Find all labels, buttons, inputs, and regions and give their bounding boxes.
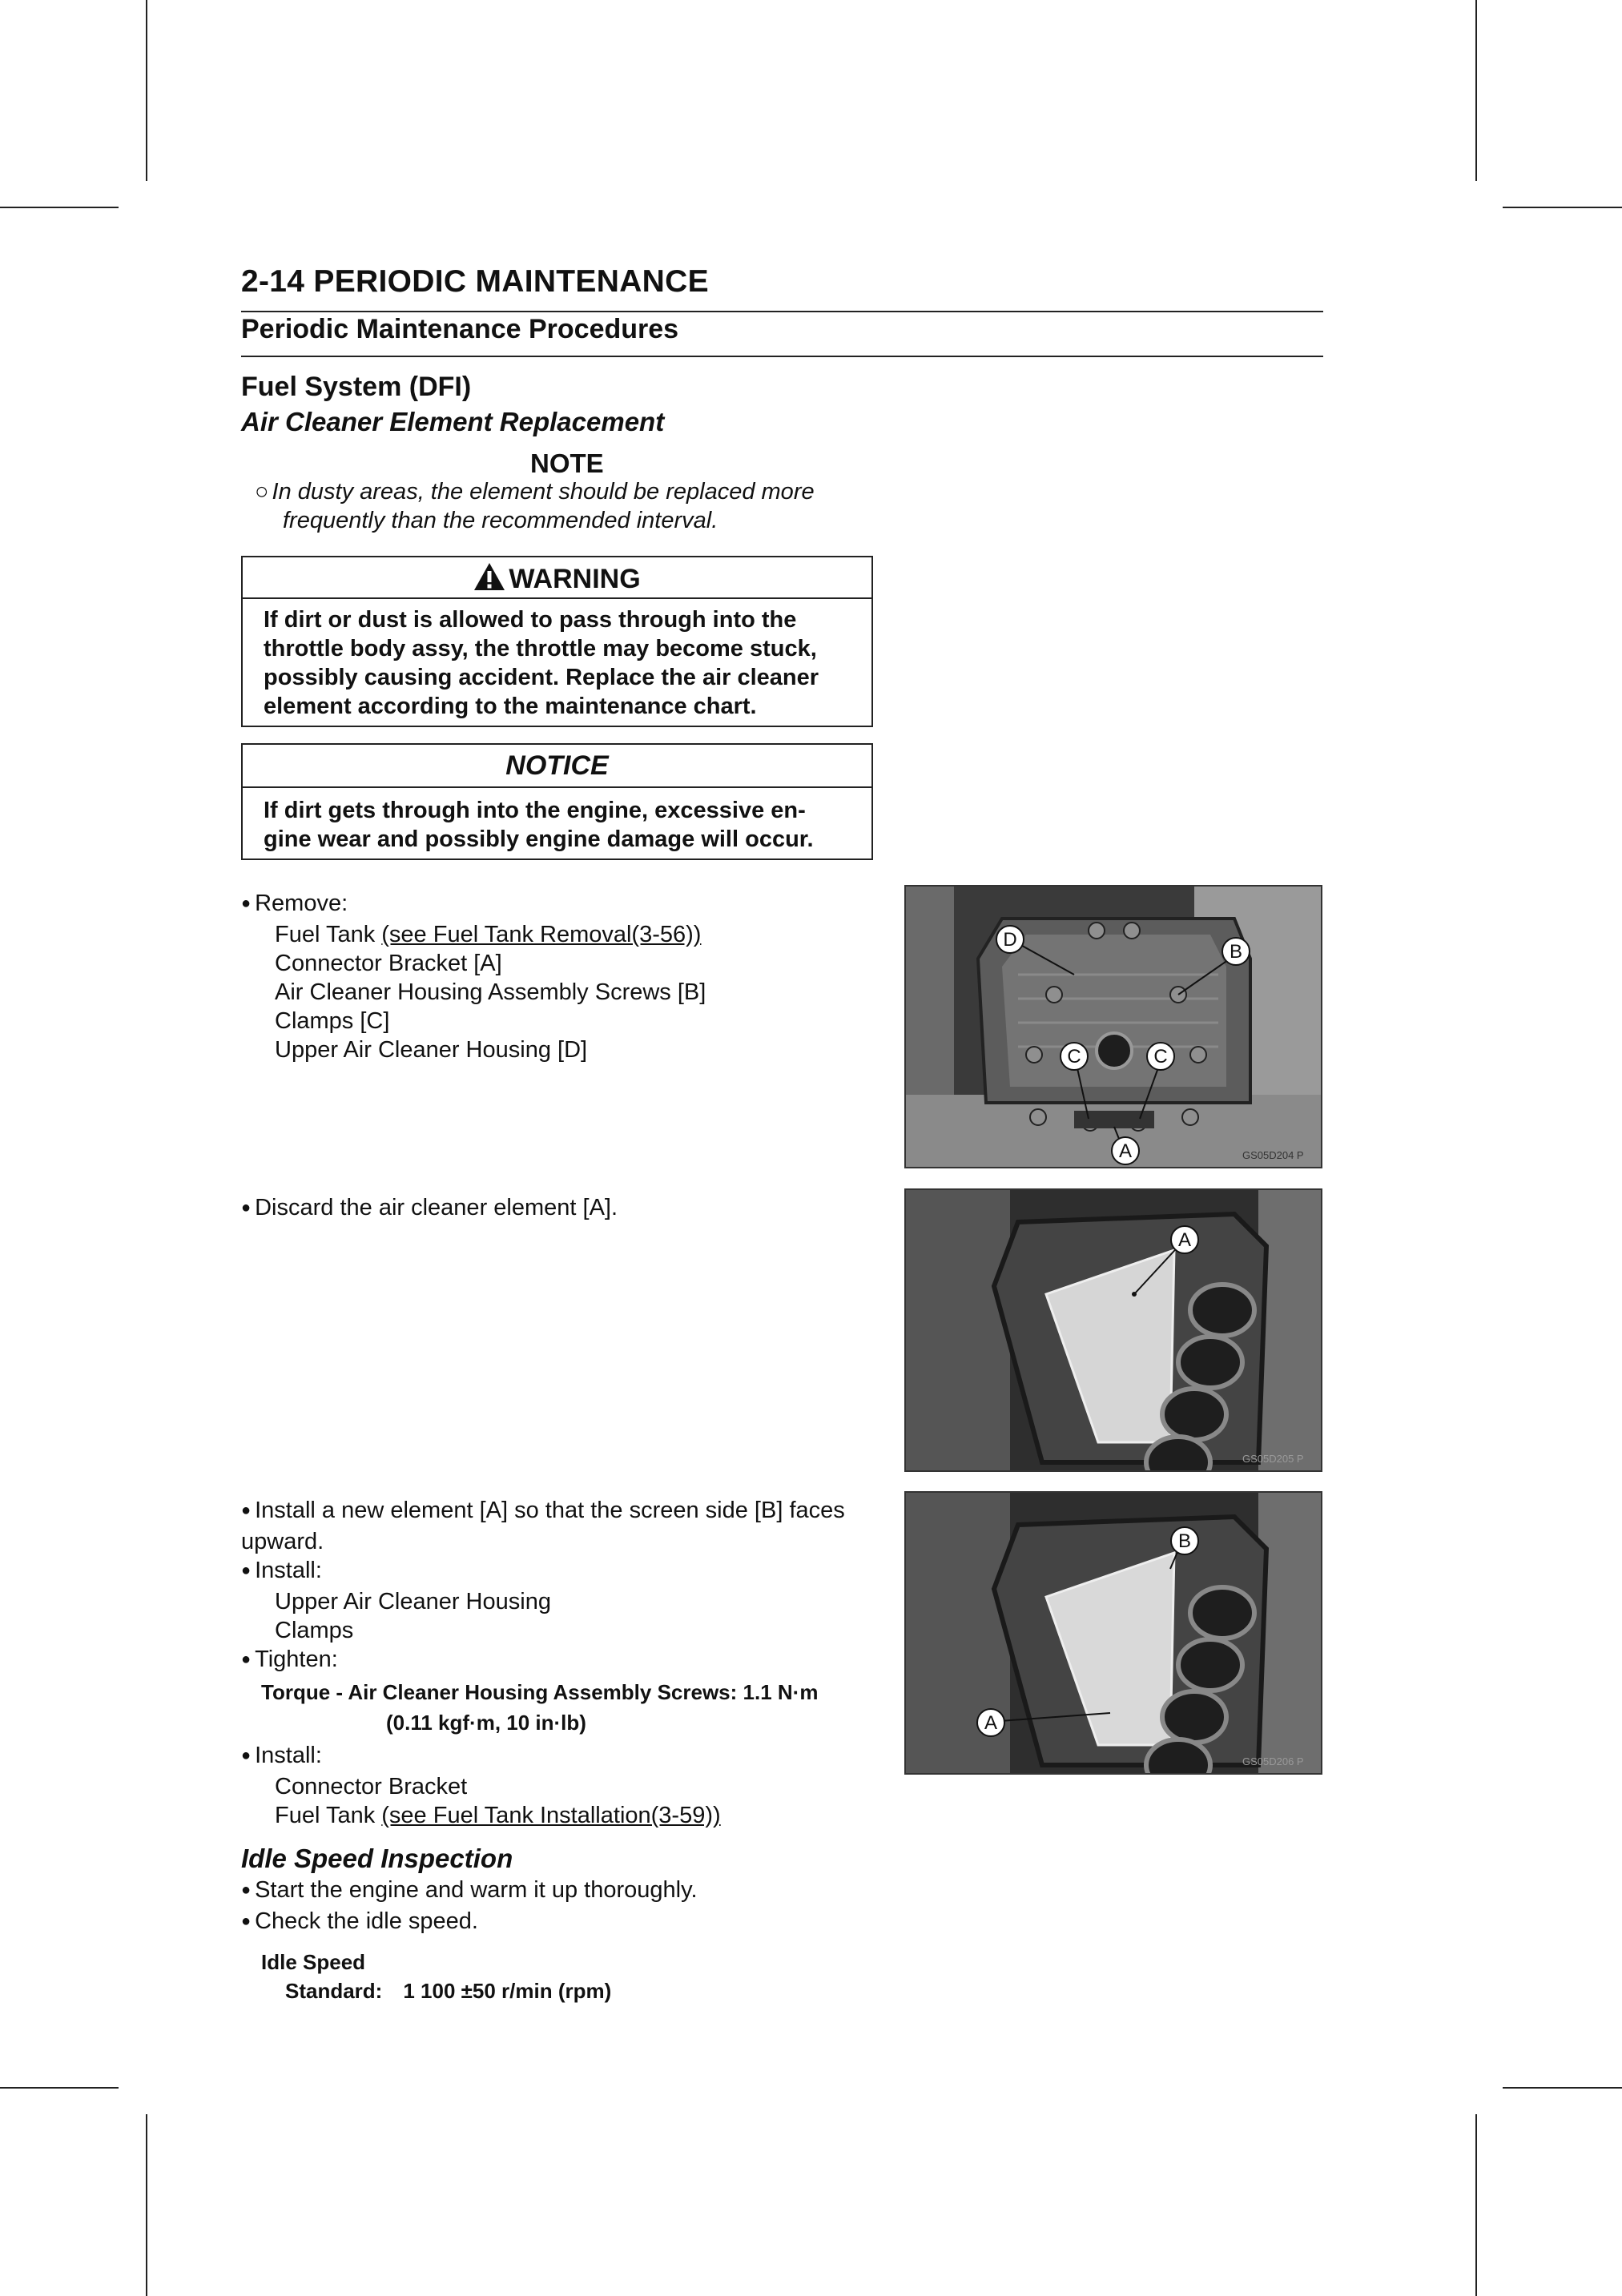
idle-speed-spec	[261, 1948, 611, 2005]
crop-mark	[0, 2087, 119, 2089]
note-line: In dusty areas, the element should be replaced more	[272, 479, 815, 505]
photo-new-element-installed	[904, 1491, 1322, 1775]
callout-a: A	[1118, 1140, 1133, 1162]
notice-body	[243, 788, 871, 858]
install-step-line: upward.	[241, 1529, 324, 1554]
idle-steps	[241, 1876, 698, 1938]
photo-code: GS05D204 P	[1242, 1149, 1304, 1161]
warning-box	[241, 556, 873, 727]
torque-line: (0.11 kgf·m, 10 in·lb)	[386, 1711, 586, 1735]
fuel-system-heading: Fuel System (DFI)	[241, 372, 472, 402]
air-cleaner-heading: Air Cleaner Element Replacement	[241, 407, 665, 436]
idle-spec-label: Standard:	[285, 1979, 383, 2003]
crop-mark	[1503, 207, 1622, 208]
callout-b: B	[1229, 941, 1243, 963]
section-rule	[241, 356, 1323, 357]
install-label: ● Install:	[241, 1556, 874, 1587]
remove-item: Upper Air Cleaner Housing [D]	[275, 1037, 588, 1063]
warning-line: element according to the maintenance chart.	[264, 694, 757, 719]
install-step-line: ● Install a new element [A] so that the screen side [B] faces	[241, 1496, 874, 1527]
remove-step	[241, 889, 706, 1064]
callout-d: D	[1003, 929, 1017, 951]
warning-body	[243, 599, 871, 726]
install-steps	[241, 1496, 874, 1676]
photo-code: GS05D205 P	[1242, 1453, 1304, 1465]
crop-mark	[1475, 2114, 1477, 2296]
note-body	[255, 477, 873, 535]
photo-air-cleaner-element	[904, 1188, 1322, 1472]
install-item: Upper Air Cleaner Housing	[275, 1589, 551, 1614]
callout-c: C	[1067, 1046, 1081, 1068]
page-title: 2-14 PERIODIC MAINTENANCE	[241, 264, 709, 299]
install-final-step	[241, 1741, 721, 1830]
notice-box	[241, 743, 873, 860]
remove-item: Connector Bracket [A]	[275, 951, 502, 976]
crop-mark	[1503, 2087, 1622, 2089]
warning-line: possibly causing accident. Replace the air cleaner	[264, 665, 819, 690]
tighten-label: ● Tighten:	[241, 1645, 874, 1676]
section-title: Periodic Maintenance Procedures	[241, 314, 679, 344]
install-item: Clamps	[275, 1618, 354, 1643]
warning-line: If dirt or dust is allowed to pass through into the	[264, 607, 797, 633]
warning-heading: WARNING	[509, 564, 641, 594]
notice-heading: NOTICE	[243, 745, 871, 788]
warning-line: throttle body assy, the throttle may become stuck,	[264, 636, 817, 661]
crop-mark	[146, 2114, 147, 2296]
fuel-tank-installation-link[interactable]: (see Fuel Tank Installation(3-59))	[381, 1803, 721, 1828]
install-item: Connector Bracket	[275, 1774, 468, 1799]
idle-spec-value: 1 100 ±50 r/min (rpm)	[403, 1979, 612, 2003]
callout-c: C	[1153, 1046, 1168, 1068]
photo-code: GS05D206 P	[1242, 1755, 1304, 1767]
remove-item: Air Cleaner Housing Assembly Screws [B]	[275, 979, 706, 1005]
notice-line: gine wear and possibly engine damage will occur.	[264, 826, 814, 852]
install-item: Fuel Tank	[275, 1803, 382, 1828]
warning-header	[243, 557, 871, 599]
notice-line: If dirt gets through into the engine, excessive en-	[264, 798, 806, 823]
idle-speed-heading: Idle Speed Inspection	[241, 1844, 513, 1873]
crop-mark	[1475, 0, 1477, 181]
note-heading: NOTE	[530, 448, 604, 478]
install-label: ● Install:	[241, 1741, 721, 1772]
callout-b: B	[1177, 1530, 1192, 1552]
torque-line: Torque - Air Cleaner Housing Assembly Screws: 1.1 N·m	[261, 1680, 819, 1704]
fuel-tank-removal-link[interactable]: (see Fuel Tank Removal(3-56))	[381, 922, 702, 947]
idle-step: ● Check the idle speed.	[241, 1907, 698, 1938]
idle-step: ● Start the engine and warm it up thoroughly.	[241, 1876, 698, 1907]
torque-spec	[261, 1677, 818, 1738]
note-line: frequently than the recommended interval.	[283, 508, 718, 533]
callout-a: A	[984, 1712, 998, 1734]
crop-mark	[0, 207, 119, 208]
remove-item: Clamps [C]	[275, 1008, 390, 1034]
note-marker: ○	[255, 479, 269, 505]
idle-spec-title: Idle Speed	[261, 1950, 366, 1974]
crop-mark	[146, 0, 147, 181]
remove-label: ● Remove:	[241, 889, 706, 920]
discard-step: ● Discard the air cleaner element [A].	[241, 1193, 618, 1224]
callout-a: A	[1177, 1229, 1192, 1251]
remove-item: Fuel Tank	[275, 922, 382, 947]
photo-air-cleaner-housing	[904, 885, 1322, 1168]
warning-triangle-icon	[473, 562, 505, 591]
header-rule	[241, 311, 1323, 312]
